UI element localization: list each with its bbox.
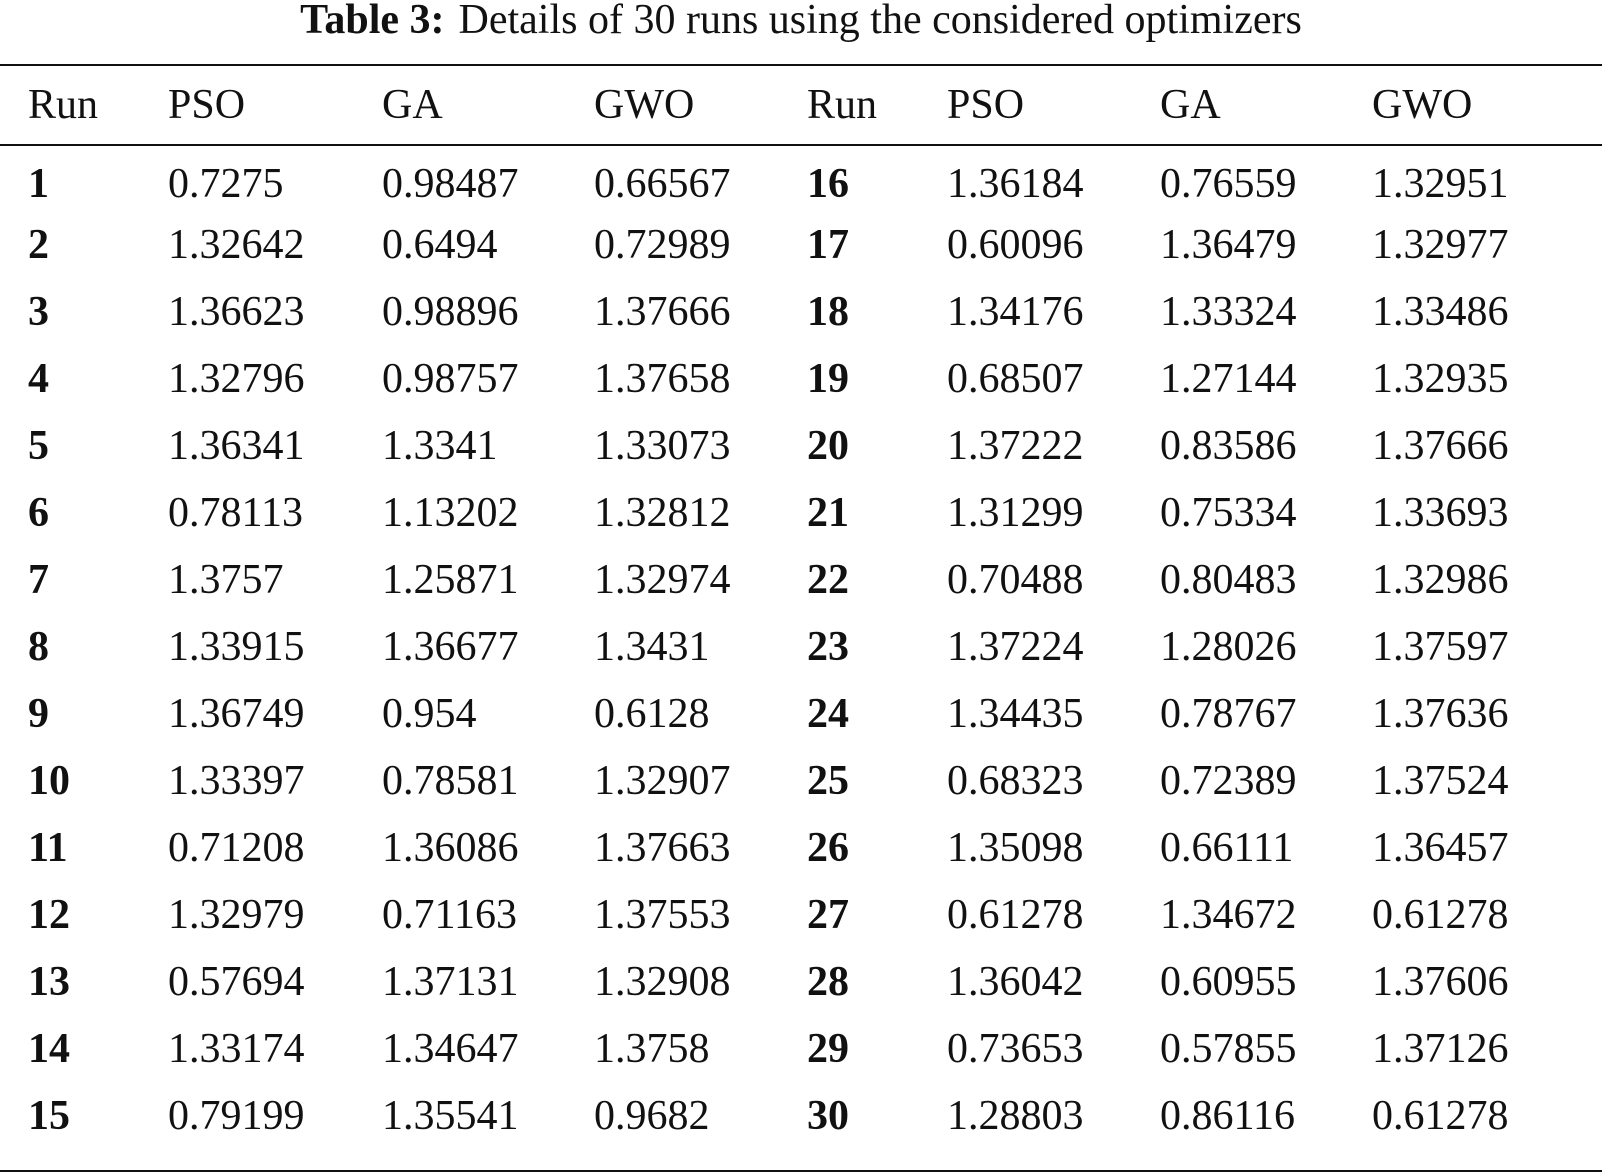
gwo-value-cell: 1.32986 xyxy=(1372,556,1509,603)
bottom-rule xyxy=(0,1170,1602,1172)
run-number-cell: 20 xyxy=(807,422,849,469)
header-pso-left: PSO xyxy=(168,82,246,128)
pso-value-cell: 0.78113 xyxy=(168,489,303,536)
gwo-value-cell: 0.9682 xyxy=(594,1092,710,1139)
gwo-value-cell: 1.37666 xyxy=(594,288,731,335)
ga-value-cell: 1.25871 xyxy=(382,556,519,603)
pso-value-cell: 1.33397 xyxy=(168,757,305,804)
table-row xyxy=(0,144,1602,211)
run-number-cell: 13 xyxy=(28,958,70,1005)
gwo-value-cell: 0.72989 xyxy=(594,221,731,268)
ga-value-cell: 1.34647 xyxy=(382,1025,519,1072)
table-row xyxy=(0,211,1602,278)
run-number-cell: 1 xyxy=(28,160,49,207)
gwo-value-cell: 1.32977 xyxy=(1372,221,1509,268)
gwo-value-cell: 1.32812 xyxy=(594,489,731,536)
gwo-value-cell: 1.37663 xyxy=(594,824,731,871)
ga-value-cell: 0.98487 xyxy=(382,160,519,207)
run-number-cell: 12 xyxy=(28,891,70,938)
ga-value-cell: 0.71163 xyxy=(382,891,517,938)
gwo-value-cell: 1.37553 xyxy=(594,891,731,938)
ga-value-cell: 1.33324 xyxy=(1160,288,1297,335)
pso-value-cell: 1.36184 xyxy=(947,160,1084,207)
gwo-value-cell: 1.32907 xyxy=(594,757,731,804)
header-gwo-right: GWO xyxy=(1372,82,1473,128)
ga-value-cell: 0.80483 xyxy=(1160,556,1297,603)
run-number-cell: 18 xyxy=(807,288,849,335)
run-number-cell: 14 xyxy=(28,1025,70,1072)
run-number-cell: 3 xyxy=(28,288,49,335)
table-row xyxy=(0,1015,1602,1082)
gwo-value-cell: 1.33693 xyxy=(1372,489,1509,536)
run-number-cell: 26 xyxy=(807,824,849,871)
ga-value-cell: 1.28026 xyxy=(1160,623,1297,670)
table-header xyxy=(0,66,1602,144)
ga-value-cell: 1.35541 xyxy=(382,1092,519,1139)
runs-table xyxy=(0,66,1602,1149)
ga-value-cell: 1.34672 xyxy=(1160,891,1297,938)
run-number-cell: 7 xyxy=(28,556,49,603)
pso-value-cell: 1.35098 xyxy=(947,824,1084,871)
run-number-cell: 17 xyxy=(807,221,849,268)
ga-value-cell: 0.76559 xyxy=(1160,160,1297,207)
ga-value-cell: 0.66111 xyxy=(1160,824,1294,871)
pso-value-cell: 1.28803 xyxy=(947,1092,1084,1139)
pso-value-cell: 1.34435 xyxy=(947,690,1084,737)
run-number-cell: 24 xyxy=(807,690,849,737)
pso-value-cell: 1.36042 xyxy=(947,958,1084,1005)
ga-value-cell: 1.13202 xyxy=(382,489,519,536)
ga-value-cell: 1.37131 xyxy=(382,958,519,1005)
ga-value-cell: 0.954 xyxy=(382,690,477,737)
table-row xyxy=(0,881,1602,948)
gwo-value-cell: 1.32951 xyxy=(1372,160,1509,207)
header-gwo-left: GWO xyxy=(594,82,695,128)
run-number-cell: 19 xyxy=(807,355,849,402)
run-number-cell: 9 xyxy=(28,690,49,737)
table-row xyxy=(0,680,1602,747)
pso-value-cell: 1.32979 xyxy=(168,891,305,938)
gwo-value-cell: 1.37606 xyxy=(1372,958,1509,1005)
gwo-value-cell: 0.61278 xyxy=(1372,1092,1509,1139)
gwo-value-cell: 1.32908 xyxy=(594,958,731,1005)
run-number-cell: 2 xyxy=(28,221,49,268)
pso-value-cell: 0.68323 xyxy=(947,757,1084,804)
ga-value-cell: 1.36677 xyxy=(382,623,519,670)
pso-value-cell: 1.36749 xyxy=(168,690,305,737)
gwo-value-cell: 1.33486 xyxy=(1372,288,1509,335)
header-ga-left: GA xyxy=(382,82,443,128)
table-row xyxy=(0,814,1602,881)
run-number-cell: 11 xyxy=(28,824,68,871)
pso-value-cell: 1.31299 xyxy=(947,489,1084,536)
table-body xyxy=(0,144,1602,1149)
pso-value-cell: 0.68507 xyxy=(947,355,1084,402)
pso-value-cell: 1.32796 xyxy=(168,355,305,402)
pso-value-cell: 0.73653 xyxy=(947,1025,1084,1072)
gwo-value-cell: 1.3758 xyxy=(594,1025,710,1072)
gwo-value-cell: 1.36457 xyxy=(1372,824,1509,871)
pso-value-cell: 1.37222 xyxy=(947,422,1084,469)
pso-value-cell: 0.57694 xyxy=(168,958,305,1005)
ga-value-cell: 0.98757 xyxy=(382,355,519,402)
gwo-value-cell: 0.61278 xyxy=(1372,891,1509,938)
gwo-value-cell: 1.32935 xyxy=(1372,355,1509,402)
ga-value-cell: 0.6494 xyxy=(382,221,498,268)
gwo-value-cell: 1.37597 xyxy=(1372,623,1509,670)
run-number-cell: 25 xyxy=(807,757,849,804)
table-caption-text: Details of 30 runs using the considered optimizers xyxy=(458,0,1302,43)
pso-value-cell: 1.34176 xyxy=(947,288,1084,335)
run-number-cell: 29 xyxy=(807,1025,849,1072)
ga-value-cell: 0.98896 xyxy=(382,288,519,335)
table-row xyxy=(0,747,1602,814)
gwo-value-cell: 1.37126 xyxy=(1372,1025,1509,1072)
header-ga-right: GA xyxy=(1160,82,1221,128)
gwo-value-cell: 1.32974 xyxy=(594,556,731,603)
ga-value-cell: 0.83586 xyxy=(1160,422,1297,469)
gwo-value-cell: 1.37524 xyxy=(1372,757,1509,804)
pso-value-cell: 1.33915 xyxy=(168,623,305,670)
pso-value-cell: 1.3757 xyxy=(168,556,284,603)
pso-value-cell: 0.79199 xyxy=(168,1092,305,1139)
ga-value-cell: 0.86116 xyxy=(1160,1092,1295,1139)
table-caption xyxy=(0,0,1602,43)
pso-value-cell: 0.71208 xyxy=(168,824,305,871)
table-row xyxy=(0,345,1602,412)
table-row xyxy=(0,613,1602,680)
pso-value-cell: 1.37224 xyxy=(947,623,1084,670)
table-caption-label: Table 3: xyxy=(300,0,445,43)
run-number-cell: 16 xyxy=(807,160,849,207)
gwo-value-cell: 1.37636 xyxy=(1372,690,1509,737)
run-number-cell: 28 xyxy=(807,958,849,1005)
ga-value-cell: 1.27144 xyxy=(1160,355,1297,402)
table-row xyxy=(0,278,1602,345)
header-row xyxy=(0,66,1602,144)
header-pso-right: PSO xyxy=(947,82,1025,128)
ga-value-cell: 1.36479 xyxy=(1160,221,1297,268)
pso-value-cell: 0.7275 xyxy=(168,160,284,207)
ga-value-cell: 0.57855 xyxy=(1160,1025,1297,1072)
ga-value-cell: 0.72389 xyxy=(1160,757,1297,804)
gwo-value-cell: 1.37666 xyxy=(1372,422,1509,469)
run-number-cell: 10 xyxy=(28,757,70,804)
ga-value-cell: 1.36086 xyxy=(382,824,519,871)
run-number-cell: 8 xyxy=(28,623,49,670)
table-row xyxy=(0,1082,1602,1149)
ga-value-cell: 1.3341 xyxy=(382,422,498,469)
header-run-left: Run xyxy=(28,82,99,128)
ga-value-cell: 0.78767 xyxy=(1160,690,1297,737)
gwo-value-cell: 1.37658 xyxy=(594,355,731,402)
run-number-cell: 5 xyxy=(28,422,49,469)
pso-value-cell: 0.70488 xyxy=(947,556,1084,603)
run-number-cell: 4 xyxy=(28,355,49,402)
run-number-cell: 22 xyxy=(807,556,849,603)
table-row xyxy=(0,948,1602,1015)
gwo-value-cell: 0.6128 xyxy=(594,690,710,737)
table-row xyxy=(0,412,1602,479)
pso-value-cell: 1.32642 xyxy=(168,221,305,268)
gwo-value-cell: 1.33073 xyxy=(594,422,731,469)
run-number-cell: 23 xyxy=(807,623,849,670)
gwo-value-cell: 0.66567 xyxy=(594,160,731,207)
ga-value-cell: 0.78581 xyxy=(382,757,519,804)
gwo-value-cell: 1.3431 xyxy=(594,623,710,670)
pso-value-cell: 1.36341 xyxy=(168,422,305,469)
run-number-cell: 21 xyxy=(807,489,849,536)
ga-value-cell: 0.60955 xyxy=(1160,958,1297,1005)
run-number-cell: 30 xyxy=(807,1092,849,1139)
table-row xyxy=(0,479,1602,546)
pso-value-cell: 0.61278 xyxy=(947,891,1084,938)
run-number-cell: 6 xyxy=(28,489,49,536)
pso-value-cell: 0.60096 xyxy=(947,221,1084,268)
ga-value-cell: 0.75334 xyxy=(1160,489,1297,536)
table-row xyxy=(0,546,1602,613)
pso-value-cell: 1.36623 xyxy=(168,288,305,335)
header-run-right: Run xyxy=(807,82,878,128)
run-number-cell: 15 xyxy=(28,1092,70,1139)
pso-value-cell: 1.33174 xyxy=(168,1025,305,1072)
run-number-cell: 27 xyxy=(807,891,849,938)
